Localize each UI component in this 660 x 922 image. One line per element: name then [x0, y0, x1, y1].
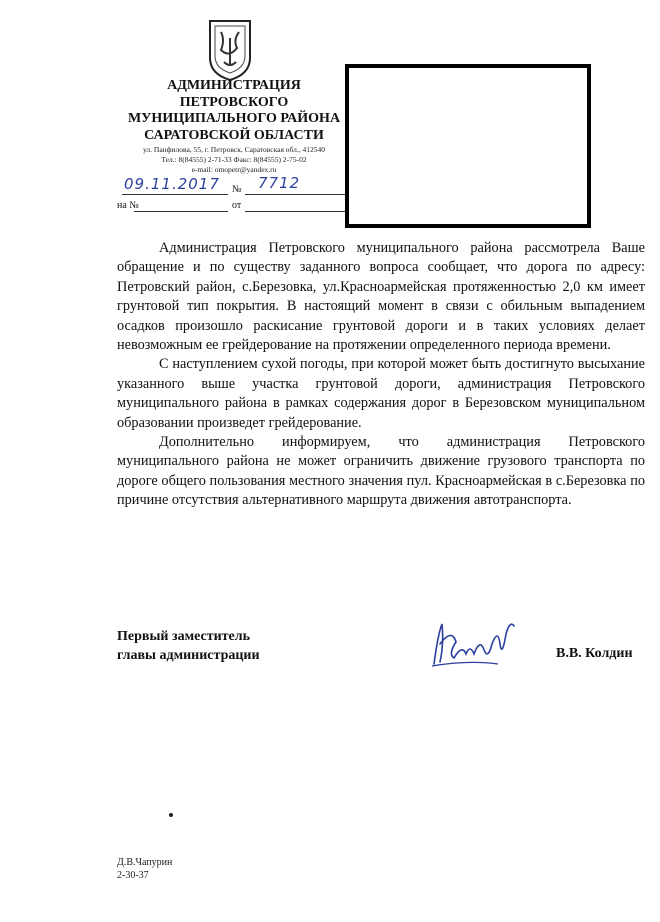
registration-number-label: №	[232, 184, 242, 195]
executor-info	[117, 856, 172, 882]
organization-line: АДМИНИСТРАЦИЯ	[167, 78, 301, 93]
registration-date: 09.11.2017	[124, 175, 220, 193]
body-paragraph: С наступлением сухой погоды, при которой может быть достигнуто высыхание указанного выше участка грунтовой дороги, администрация Петровского муниципального района в рамках содержания дорог в Березовском муниципальном образовании произведет грейдерование.	[117, 356, 645, 431]
organization-phones: Тел.: 8(84555) 2-71-33 Факс: 8(84555) 2-75-02	[161, 155, 307, 164]
signer-title-line: главы администрации	[117, 648, 260, 663]
reference-number-underline	[134, 211, 228, 212]
reference-label: на №	[117, 200, 139, 211]
organization-line: ПЕТРОВСКОГО	[179, 94, 289, 110]
stray-mark	[169, 813, 173, 817]
organization-address: ул. Панфилова, 55, г. Петровск, Саратовская обл., 412540	[142, 145, 326, 154]
body-paragraph: Дополнительно информируем, что администрация Петровского муниципального района не может ограничить движение грузового транспорта по дороге общего пользования местного значения пул. Красноармейская в с.Березовка по причине отсутствия альтернативного маршрута движения автотранспорта.	[117, 434, 645, 509]
registration-date-underline	[122, 194, 228, 195]
executor-phone: 2-30-37	[117, 870, 149, 881]
signer-title-line: Первый заместитель	[117, 629, 250, 644]
signer-name: В.В. Колдин	[556, 646, 633, 661]
registration-number: 7712	[258, 174, 301, 192]
organization-line: МУНИЦИПАЛЬНОГО РАЙОНА	[127, 111, 341, 126]
organization-line: САРАТОВСКОЙ ОБЛАСТИ	[144, 127, 324, 143]
organization-name	[110, 78, 358, 144]
reference-date-underline	[245, 211, 349, 212]
executor-name: Д.В.Чапурин	[117, 857, 173, 868]
organization-email: e-mail: omopetr@yandex.ru	[191, 165, 277, 174]
redacted-addressee-block	[345, 64, 591, 228]
reference-from-label: от	[232, 200, 242, 211]
organization-contacts	[110, 145, 358, 175]
body-paragraph: Администрация Петровского муниципального района рассмотрела Ваше обращение и по существу заданного вопроса сообщает, что дорога по адресу: Петровский район, с.Березовка, ул.Красноармейская протяженностью 2,0 км имеет грунтовой тип покрытия. В настоящий момент в связи с обильным выпадением осадков произошло раскисание грунтовой дороги и в таких условиях делает невозможным ее грейдерование на протяжении определенного периода времени.	[117, 240, 645, 354]
registration-number-underline	[245, 194, 349, 195]
handwritten-signature-icon	[428, 614, 520, 670]
letter-body	[117, 239, 645, 511]
coat-of-arms-icon	[207, 18, 253, 82]
signer-title	[117, 627, 260, 665]
